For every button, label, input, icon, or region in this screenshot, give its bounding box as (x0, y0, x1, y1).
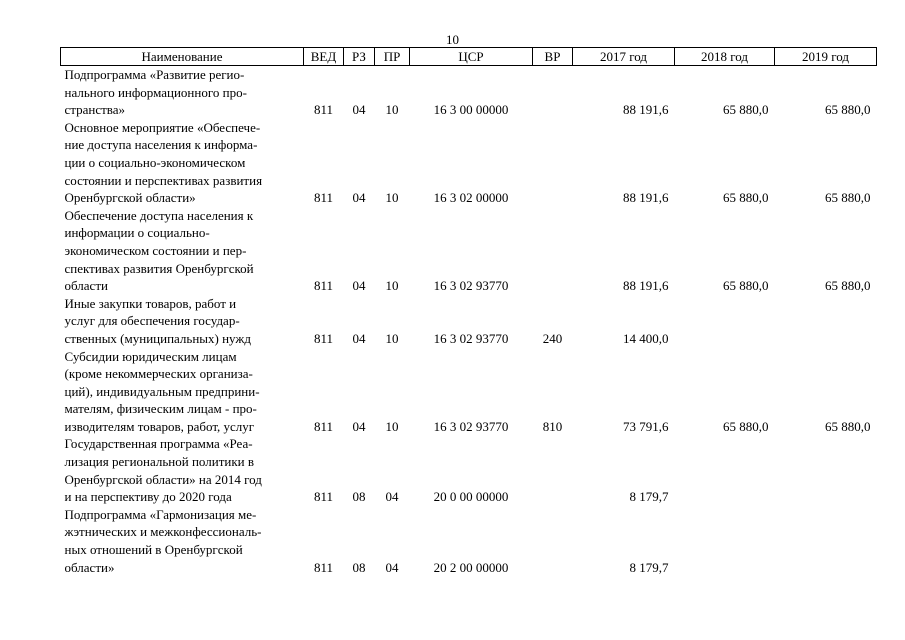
row-rz: 04 (352, 102, 366, 118)
row-2017: 88 191,6 (623, 102, 669, 118)
row-csr: 20 2 00 00000 (433, 559, 509, 575)
row-pr: 10 (385, 418, 399, 434)
row-name: Подпрограмма «Гармонизация ме- жэтнических и межконфессиональ- ных отношений в Оренбургской области» (64, 506, 262, 575)
row-name: Субсидии юридическим лицам (кроме некоммерческих организа- ций), индивидуальным предприни- мателям, физическим лицам - про- изводителям товаров, работ, услуг (64, 348, 260, 434)
row-2018: 65 880,0 (723, 418, 769, 434)
row-ved: 811 (313, 330, 334, 346)
row-2017: 8 179,7 (629, 559, 669, 575)
row-rz: 04 (352, 418, 366, 434)
row-2019 (775, 506, 877, 576)
row-pr: 04 (385, 559, 399, 575)
row-2018 (675, 295, 775, 348)
header-ved: ВЕД (304, 48, 344, 66)
row-csr: 16 3 02 00000 (433, 190, 509, 206)
row-ved: 811 (313, 559, 334, 575)
table-row (61, 348, 877, 436)
row-vr (533, 66, 573, 119)
row-ved: 811 (313, 418, 334, 434)
row-csr: 16 3 02 93770 (433, 330, 509, 346)
row-rz: 08 (352, 559, 366, 575)
row-2017: 88 191,6 (623, 278, 669, 294)
header-row (61, 48, 877, 66)
row-name: Государственная программа «Реа- лизация региональной политики в Оренбургской области» на 2014 год и на перспективу до 2020 года (64, 436, 262, 505)
row-name: Обеспечение доступа населения к информации о социально- экономическом состоянии и пер- спективах развития Оренбургской области (64, 207, 254, 294)
row-2017: 73 791,6 (623, 418, 669, 434)
row-name: Основное мероприятие «Обеспече- ние доступа населения к информа- ции о социально-экономическом состоянии и перспективах развития Оренбургской области» (64, 119, 263, 206)
row-rz: 04 (352, 278, 366, 294)
row-ved: 811 (313, 190, 334, 206)
table-row (61, 435, 877, 505)
row-2018: 65 880,0 (723, 278, 769, 294)
table-row (61, 66, 877, 119)
table-row (61, 295, 877, 348)
table-row (61, 207, 877, 295)
row-2018: 65 880,0 (723, 102, 769, 118)
row-pr: 10 (385, 330, 399, 346)
row-vr (533, 119, 573, 207)
row-2018: 65 880,0 (723, 190, 769, 206)
row-vr (533, 207, 573, 295)
row-pr: 10 (385, 190, 399, 206)
header-rz: РЗ (344, 48, 375, 66)
row-vr (533, 506, 573, 576)
row-2019 (775, 435, 877, 505)
row-vr (533, 435, 573, 505)
header-2017: 2017 год (573, 48, 675, 66)
row-2019: 65 880,0 (825, 190, 871, 206)
header-pr: ПР (375, 48, 410, 66)
header-csr: ЦСР (410, 48, 533, 66)
row-2017: 8 179,7 (629, 489, 669, 505)
row-pr: 10 (385, 102, 399, 118)
row-2019 (775, 295, 877, 348)
row-pr: 10 (385, 278, 399, 294)
row-rz: 08 (352, 489, 366, 505)
row-vr: 810 (542, 418, 563, 434)
header-2018: 2018 год (675, 48, 775, 66)
row-csr: 16 3 02 93770 (433, 418, 509, 434)
page-number: 10 (446, 32, 459, 47)
budget-table (60, 47, 877, 576)
row-2017: 88 191,6 (623, 190, 669, 206)
row-rz: 04 (352, 190, 366, 206)
header-2019: 2019 год (775, 48, 877, 66)
table-row (61, 506, 877, 576)
table-row (61, 119, 877, 207)
row-name: Иные закупки товаров, работ и услуг для обеспечения государ- ственных (муниципальных) нужд (64, 295, 251, 346)
row-pr: 04 (385, 489, 399, 505)
row-ved: 811 (313, 102, 334, 118)
row-ved: 811 (313, 489, 334, 505)
row-2019: 65 880,0 (825, 102, 871, 118)
row-vr: 240 (542, 330, 563, 346)
row-csr: 20 0 00 00000 (433, 489, 509, 505)
row-2018 (675, 506, 775, 576)
row-ved: 811 (313, 278, 334, 294)
row-name: Подпрограмма «Развитие регио- нального информационного про- странства» (64, 67, 247, 118)
row-2019: 65 880,0 (825, 418, 871, 434)
row-rz: 04 (352, 330, 366, 346)
row-2019: 65 880,0 (825, 278, 871, 294)
header-vr: ВР (533, 48, 573, 66)
header-name: Наименование (61, 48, 304, 66)
row-2018 (675, 435, 775, 505)
row-2017: 14 400,0 (623, 330, 669, 346)
row-csr: 16 3 02 93770 (433, 278, 509, 294)
row-csr: 16 3 00 00000 (433, 102, 509, 118)
